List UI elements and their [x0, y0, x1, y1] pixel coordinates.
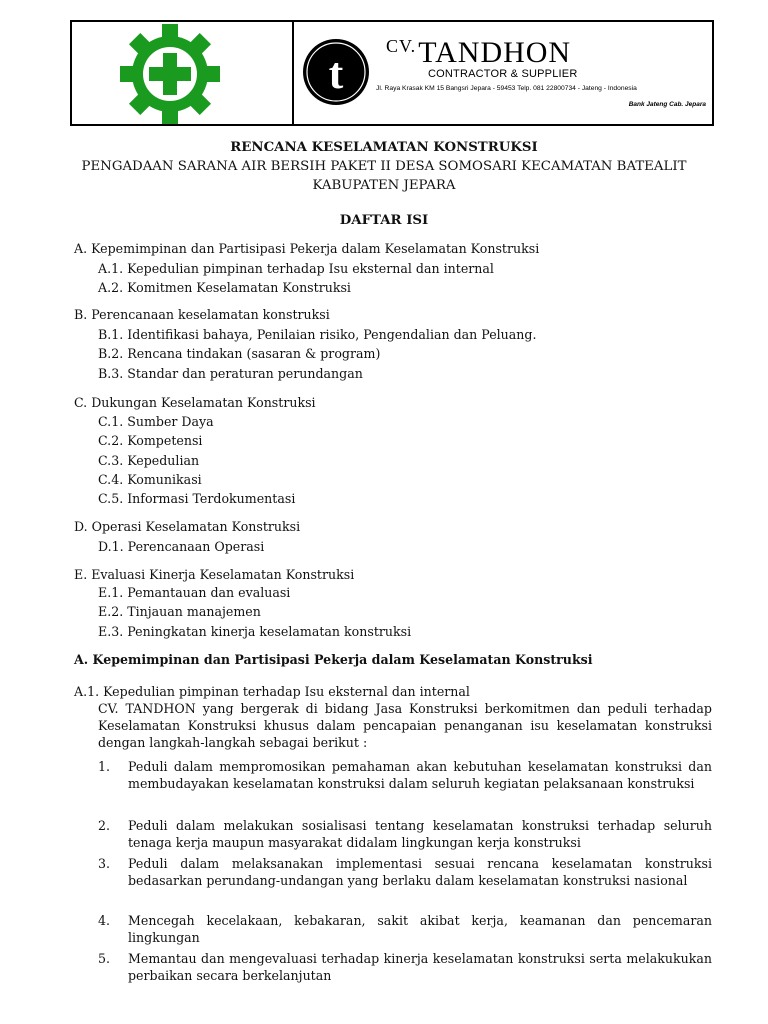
company-address: Jl. Raya Krasak KM 15 Bangsri Jepara - 59453 Telp. 081 22800734 - Jateng - Indonesia — [376, 85, 637, 92]
document-subtitle-line2: KABUPATEN JEPARA — [312, 178, 456, 193]
company-name-text: TANDHON — [418, 36, 572, 69]
toc-heading: DAFTAR ISI — [339, 213, 429, 228]
toc-item-c: C. Dukungan Keselamatan Konstruksi — [74, 395, 316, 410]
section-a-heading: A. Kepemimpinan dan Partisipasi Pekerja dalam Keselamatan Konstruksi — [74, 652, 593, 667]
list-item-number: 3. — [98, 856, 111, 871]
list-item-text: Peduli dalam mempromosikan pemahaman akan kebutuhan keselamatan konstruksi dan membudayakan keselamatan konstruksi dalam seluruh kegiatan pelaksanaan konstruksi — [128, 759, 712, 791]
document-subtitle-line1: PENGADAAN SARANA AIR BERSIH PAKET II DESA SOMOSARI KECAMATAN BATEALIT — [81, 159, 687, 174]
company-tagline: CONTRACTOR & SUPPLIER — [428, 68, 578, 80]
svg-text:t: t — [328, 49, 344, 98]
toc-item-e1: E.1. Pemantauan dan evaluasi — [98, 585, 291, 600]
green-gear-cross-icon — [110, 24, 230, 124]
list-item-number: 4. — [98, 913, 111, 928]
company-logo-icon — [302, 38, 370, 106]
toc-item-d1: D.1. Perencanaan Operasi — [98, 539, 265, 554]
letterhead — [70, 20, 714, 126]
list-item-text: Memantau dan mengevaluasi terhadap kinerja keselamatan konstruksi serta melakukukan perbaikan secara berkelanjutan — [128, 951, 712, 983]
toc-item-e3: E.3. Peningkatan kinerja keselamatan konstruksi — [98, 624, 412, 639]
company-name — [386, 36, 571, 70]
toc-item-b2: B.2. Rencana tindakan (sasaran & program) — [98, 346, 381, 361]
toc-item-b3: B.3. Standar dan peraturan perundangan — [98, 366, 363, 381]
list-item-number: 5. — [98, 951, 111, 966]
letterhead-left-panel — [72, 22, 294, 124]
toc-item-e: E. Evaluasi Kinerja Keselamatan Konstruksi — [74, 567, 355, 582]
toc-item-c5: C.5. Informasi Terdokumentasi — [98, 491, 296, 506]
section-a1-heading: A.1. Kepedulian pimpinan terhadap Isu eksternal dan internal — [74, 684, 470, 699]
toc-item-c4: C.4. Komunikasi — [98, 472, 202, 487]
toc-item-c1: C.1. Sumber Daya — [98, 414, 214, 429]
document-title: RENCANA KESELAMATAN KONSTRUKSI — [230, 140, 538, 155]
toc-item-c3: C.3. Kepedulian — [98, 453, 200, 468]
toc-item-d: D. Operasi Keselamatan Konstruksi — [74, 519, 301, 534]
company-bank: Bank Jateng Cab. Jepara — [628, 101, 706, 108]
company-prefix: CV. — [386, 36, 417, 56]
toc-item-a1: A.1. Kepedulian pimpinan terhadap Isu eksternal dan internal — [98, 261, 494, 276]
toc-item-b1: B.1. Identifikasi bahaya, Penilaian risiko, Pengendalian dan Peluang. — [98, 327, 537, 342]
toc-item-a: A. Kepemimpinan dan Partisipasi Pekerja dalam Keselamatan Konstruksi — [74, 241, 540, 256]
toc-item-a2: A.2. Komitmen Keselamatan Konstruksi — [98, 280, 351, 295]
list-item-number: 1. — [98, 759, 111, 774]
list-item-text: Mencegah kecelakaan, kebakaran, sakit akibat kerja, keamanan dan pencemaran lingkungan — [128, 913, 712, 945]
toc-item-b: B. Perencanaan keselamatan konstruksi — [74, 307, 330, 322]
list-item-text: Peduli dalam melakukan sosialisasi tentang keselamatan konstruksi terhadap seluruh tenaga kerja maupun masyarakat didalam lingkungan kerja konstruksi — [128, 818, 712, 850]
toc-item-c2: C.2. Kompetensi — [98, 433, 203, 448]
toc-item-e2: E.2. Tinjauan manajemen — [98, 604, 261, 619]
letterhead-right-panel — [294, 22, 712, 124]
section-a1-intro: CV. TANDHON yang bergerak di bidang Jasa Konstruksi berkomitmen dan peduli terhadap Keselamatan Konstruksi khusus dalam pencapaian penanganan isu keselamatan konstruksi dengan langkah-langkah sebagai berikut : — [98, 701, 712, 750]
list-item-text: Peduli dalam melaksanakan implementasi sesuai rencana keselamatan konstruksi bedasarkan perundang-undangan yang berlaku dalam keselamatan konstruksi nasional — [128, 856, 712, 888]
list-item-number: 2. — [98, 818, 111, 833]
